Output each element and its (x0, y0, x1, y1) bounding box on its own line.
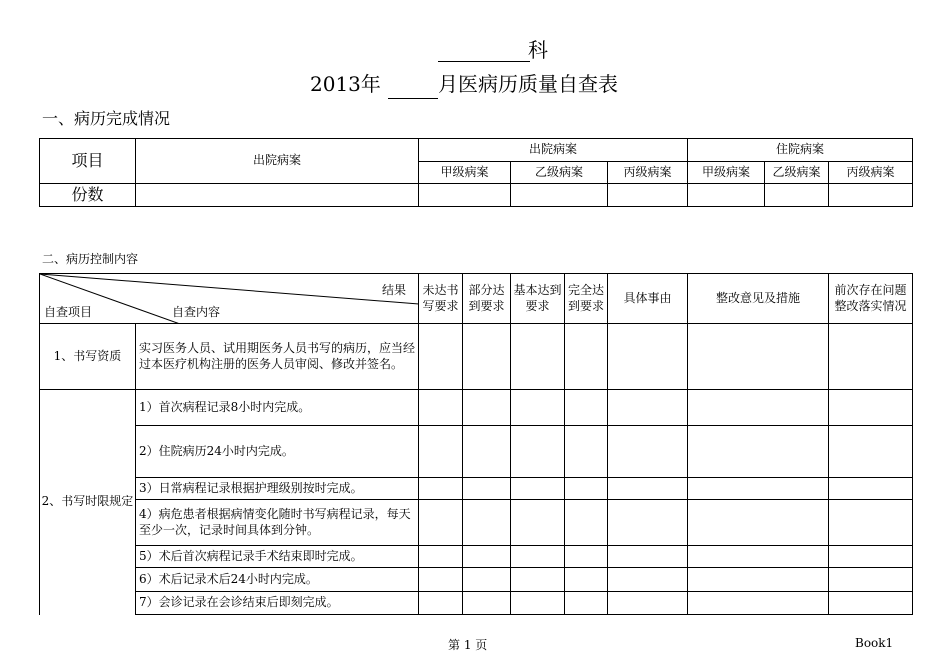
result-cell[interactable] (565, 478, 608, 500)
result-cell[interactable] (463, 500, 511, 546)
col-basic: 基本达到要求 (511, 274, 565, 324)
result-cell[interactable] (419, 426, 463, 478)
year-label: 2013年 (310, 72, 381, 96)
sub-b-inhospital: 乙级病案 (765, 162, 829, 184)
result-cell[interactable] (511, 390, 565, 426)
item2-label: 2、书写时限规定 (40, 390, 136, 615)
result-cell[interactable] (608, 500, 688, 546)
result-cell[interactable] (608, 546, 688, 568)
count-cell[interactable] (765, 184, 829, 207)
dept-blank-line (438, 61, 530, 62)
result-cell[interactable] (829, 500, 913, 546)
result-cell[interactable] (688, 568, 829, 592)
result-cell[interactable] (688, 324, 829, 390)
count-cell[interactable] (688, 184, 765, 207)
result-cell[interactable] (608, 568, 688, 592)
result-cell[interactable] (829, 568, 913, 592)
group-discharge: 出院病案 (419, 139, 688, 162)
row-label-item: 项目 (40, 139, 136, 184)
result-cell[interactable] (463, 324, 511, 390)
result-cell[interactable] (463, 478, 511, 500)
result-cell[interactable] (829, 592, 913, 615)
result-cell[interactable] (463, 390, 511, 426)
completion-table (39, 138, 913, 207)
diagonal-header (40, 274, 419, 324)
result-cell[interactable] (829, 546, 913, 568)
result-cell[interactable] (511, 592, 565, 615)
count-cell[interactable] (829, 184, 913, 207)
col-discharge: 出院病案 (136, 139, 419, 184)
count-cell[interactable] (419, 184, 511, 207)
result-cell[interactable] (565, 546, 608, 568)
result-cell[interactable] (829, 426, 913, 478)
result-cell[interactable] (419, 390, 463, 426)
result-cell[interactable] (608, 592, 688, 615)
result-cell[interactable] (565, 390, 608, 426)
result-cell[interactable] (419, 592, 463, 615)
col-full: 完全达到要求 (565, 274, 608, 324)
diagonal-lines (40, 274, 419, 324)
result-cell[interactable] (565, 500, 608, 546)
result-cell[interactable] (419, 478, 463, 500)
result-cell[interactable] (511, 324, 565, 390)
result-cell[interactable] (463, 592, 511, 615)
result-cell[interactable] (511, 478, 565, 500)
dept-suffix: 科 (528, 38, 548, 62)
sub-a-inhospital: 甲级病案 (688, 162, 765, 184)
result-cell[interactable] (463, 426, 511, 478)
result-cell[interactable] (688, 546, 829, 568)
diag-item-label: 自查项目 (44, 305, 93, 319)
result-cell[interactable] (419, 568, 463, 592)
item2-row-3: 3）日常病程记录根据护理级别按时完成。 (136, 478, 419, 500)
sub-b-discharge: 乙级病案 (511, 162, 608, 184)
page-number: 第 1 页 (448, 638, 488, 652)
item2-row-4: 4）病危患者根据病情变化随时书写病程记录，每天至少一次，记录时间具体到分钟。 (136, 500, 419, 546)
col-opinion: 整改意见及措施 (688, 274, 829, 324)
item2-row-7: 7）会诊记录在会诊结束后即刻完成。 (136, 592, 419, 615)
result-cell[interactable] (688, 592, 829, 615)
result-cell[interactable] (829, 390, 913, 426)
result-cell[interactable] (511, 568, 565, 592)
col-specific: 具体事由 (608, 274, 688, 324)
result-cell[interactable] (608, 426, 688, 478)
control-table (39, 273, 913, 615)
item1-label: 1、书写资质 (40, 324, 136, 390)
diag-content-label: 自查内容 (172, 305, 221, 319)
result-cell[interactable] (608, 390, 688, 426)
col-partial: 部分达到要求 (463, 274, 511, 324)
sub-c-discharge: 丙级病案 (608, 162, 688, 184)
result-cell[interactable] (829, 478, 913, 500)
count-cell[interactable] (511, 184, 608, 207)
item2-row-6: 6）术后记录术后24小时内完成。 (136, 568, 419, 592)
col-unmet: 未达书写要求 (419, 274, 463, 324)
item2-row-2: 2）住院病历24小时内完成。 (136, 426, 419, 478)
result-cell[interactable] (463, 546, 511, 568)
book-name: Book1 (855, 636, 894, 650)
result-cell[interactable] (565, 592, 608, 615)
result-cell[interactable] (688, 500, 829, 546)
col-previous: 前次存在问题整改落实情况 (829, 274, 913, 324)
result-cell[interactable] (419, 324, 463, 390)
section1-heading: 一、病历完成情况 (42, 109, 171, 128)
item1-text: 实习医务人员、试用期医务人员书写的病历，应当经过本医疗机构注册的医务人员审阅、修改并签名。 (136, 324, 419, 390)
result-cell[interactable] (419, 500, 463, 546)
sub-a-discharge: 甲级病案 (419, 162, 511, 184)
result-cell[interactable] (565, 426, 608, 478)
count-cell[interactable] (608, 184, 688, 207)
result-cell[interactable] (565, 568, 608, 592)
diag-result-label: 结果 (381, 283, 406, 297)
result-cell[interactable] (608, 478, 688, 500)
month-blank-line (388, 98, 438, 99)
count-cell[interactable] (136, 184, 419, 207)
result-cell[interactable] (608, 324, 688, 390)
result-cell[interactable] (688, 390, 829, 426)
result-cell[interactable] (511, 500, 565, 546)
result-cell[interactable] (419, 546, 463, 568)
item2-row-1: 1）首次病程记录8小时内完成。 (136, 390, 419, 426)
result-cell[interactable] (511, 546, 565, 568)
result-cell[interactable] (463, 568, 511, 592)
row-label-count: 份数 (40, 184, 136, 207)
item2-row-5: 5）术后首次病程记录手术结束即时完成。 (136, 546, 419, 568)
page-title: 月医病历质量自查表 (438, 72, 618, 96)
sub-c-inhospital: 丙级病案 (829, 162, 913, 184)
result-cell[interactable] (688, 426, 829, 478)
result-cell[interactable] (829, 324, 913, 390)
result-cell[interactable] (511, 426, 565, 478)
section2-heading: 二、病历控制内容 (42, 252, 139, 266)
group-inhospital: 住院病案 (688, 139, 913, 162)
result-cell[interactable] (688, 478, 829, 500)
result-cell[interactable] (565, 324, 608, 390)
